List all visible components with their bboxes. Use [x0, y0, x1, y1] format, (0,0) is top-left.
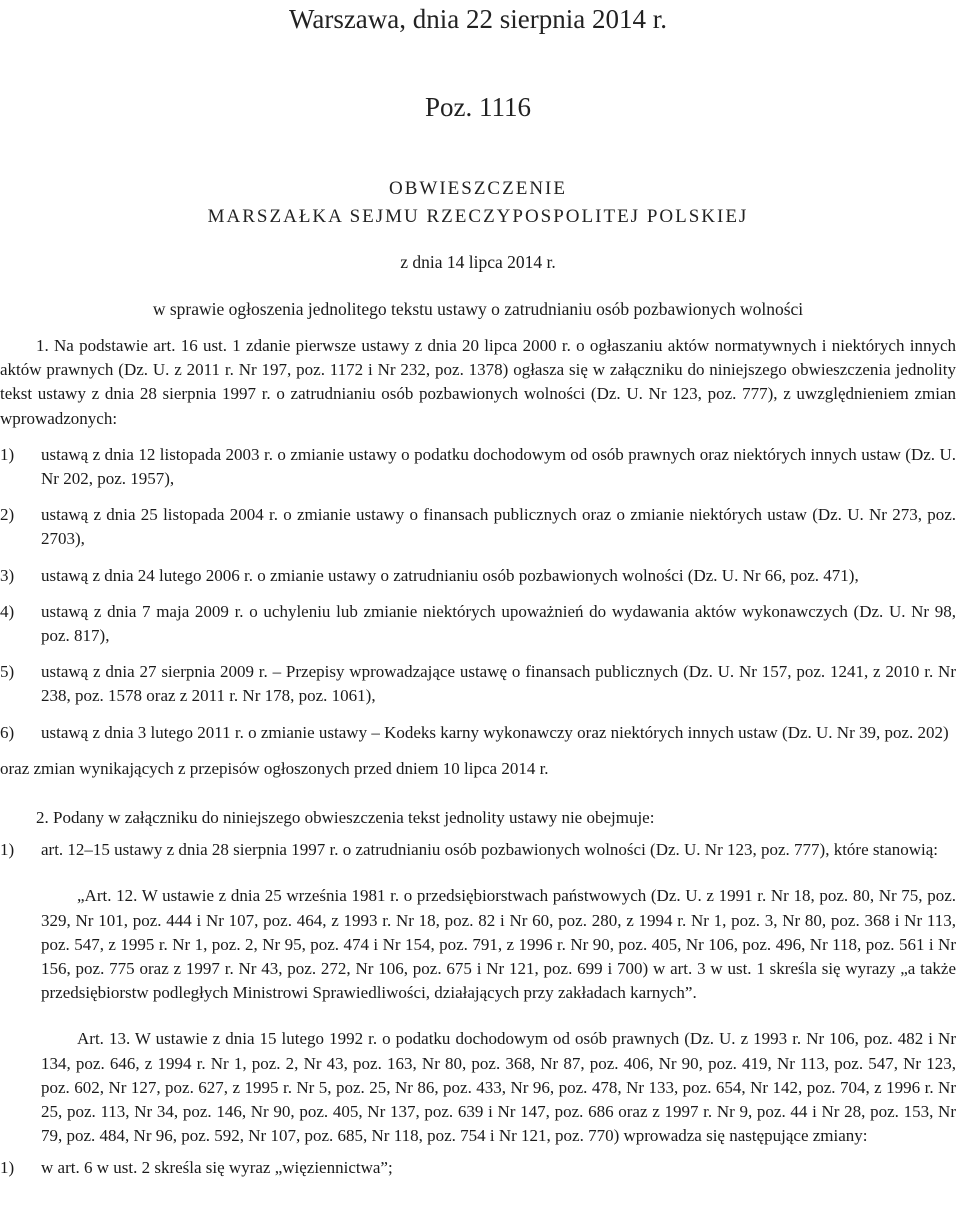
list-item-number: 1): [0, 1158, 15, 1178]
paragraph-2: 2. Podany w załączniku do niniejszego obwieszczenia tekst jednolity ustawy nie obejmuje:: [36, 808, 655, 828]
announcement-date: z dnia 14 lipca 2014 r.: [400, 252, 556, 272]
list-item: [0, 838, 956, 862]
list-item-text: ustawą z dnia 27 sierpnia 2009 r. – Przepisy wprowadzające ustawę o finansach publicznych (Dz. U. Nr 157, poz. 1241, z 2010 r. Nr 238, poz. 1578 oraz z 2011 r. Nr 178, poz. 1061),: [41, 662, 956, 706]
list-item-text: ustawą z dnia 3 lutego 2011 r. o zmianie ustawy – Kodeks karny wykonawczy oraz niektórych innych ustaw (Dz. U. Nr 39, poz. 202): [41, 722, 949, 742]
sub-items-list: [0, 1156, 956, 1180]
list-item-text: w art. 6 w ust. 2 skreśla się wyraz „więziennictwa”;: [41, 1158, 393, 1178]
document-title: [0, 175, 956, 231]
list-item: [0, 1156, 956, 1180]
announcement-subject: w sprawie ogłoszenia jednolitego tekstu ustawy o zatrudnianiu osób pozbawionych wolności: [152, 299, 804, 319]
exclusions-list: [0, 838, 956, 862]
list-item-number: 3): [0, 565, 15, 585]
list-item-number: 4): [0, 601, 15, 621]
list-item-text: art. 12–15 ustawy z dnia 28 sierpnia 1997 r. o zatrudnianiu osób pozbawionych wolności (Dz. U. Nr 123, poz. 777), które stanowią:: [41, 840, 939, 860]
list-item-number: 2): [0, 505, 15, 525]
quoted-article-12: „Art. 12. W ustawie z dnia 25 września 1981 r. o przedsiębiorstwach państwowych (Dz. U. z 1991 r. Nr 18, poz. 80, Nr 75, poz. 329, Nr 101, poz. 444 i Nr 107, poz. 464, z 1993 r. Nr 18, poz. 82 i Nr 60, poz. 280, z 1994 r. Nr 1, poz. 3, Nr 80, poz. 368 i Nr 113, poz. 547, z 1995 r. Nr 1, poz. 2, Nr 95, poz. 474 i Nr 154, poz. 791, z 1996 r. Nr 90, poz. 405, Nr 106, poz. 496, Nr 118, poz. 561 i Nr 156, poz. 775 oraz z 1997 r. Nr 43, poz. 272, Nr 106, poz. 675 i Nr 121, poz. 699 i 700) w art. 3 w ust. 1 skreśla się wyrazy „a także przedsiębiorstw podległych Ministrowi Sprawiedliwości, działających przy zakładach karnych”.: [41, 886, 956, 1003]
title-line-2: MARSZAŁKA SEJMU RZECZYPOSPOLITEJ POLSKIEJ: [207, 206, 749, 227]
list-item-text: ustawą z dnia 24 lutego 2006 r. o zmianie ustawy o zatrudnianiu osób pozbawionych wolności (Dz. U. Nr 66, poz. 471),: [41, 565, 859, 585]
trailing-text: oraz zmian wynikających z przepisów ogłoszonych przed dniem 10 lipca 2014 r.: [0, 758, 549, 778]
list-item: [0, 564, 956, 588]
list-item-number: 6): [0, 722, 15, 742]
list-item: [0, 503, 956, 551]
list-item-text: ustawą z dnia 25 listopada 2004 r. o zmianie ustawy o finansach publicznych oraz o zmianie niektórych ustaw (Dz. U. Nr 273, poz. 2703),: [41, 505, 956, 549]
list-item: [0, 443, 956, 491]
list-item: [0, 721, 956, 745]
paragraph-1: 1. Na podstawie art. 16 ust. 1 zdanie pierwsze ustawy z dnia 20 lipca 2000 r. o ogłaszaniu aktów normatywnych i niektórych innych aktów prawnych (Dz. U. z 2011 r. Nr 197, poz. 1172 i Nr 232, poz. 1378) ogłasza się w załączniku do niniejszego obwieszczenia jednolity tekst ustawy z dnia 28 sierpnia 1997 r. o zatrudnianiu osób pozbawionych wolności (Dz. U. Nr 123, poz. 777), z uwzględnieniem zmian wprowadzonych:: [0, 336, 956, 428]
list-item-text: ustawą z dnia 12 listopada 2003 r. o zmianie ustawy o podatku dochodowym od osób prawnych oraz niektórych innych ustaw (Dz. U. Nr 202, poz. 1957),: [41, 444, 956, 489]
title-line-1: OBWIESZCZENIE: [389, 178, 567, 199]
list-item-number: 5): [0, 662, 15, 682]
quoted-article-13: Art. 13. W ustawie z dnia 15 lutego 1992 r. o podatku dochodowym od osób prawnych (Dz. U. z 1993 r. Nr 106, poz. 482 i Nr 134, poz. 646, z 1994 r. Nr 1, poz. 2, Nr 43, poz. 163, Nr 80, poz. 368, Nr 87, poz. 406, Nr 90, poz. 419, Nr 113, poz. 547, Nr 123, poz. 602, Nr 127, poz. 627, z 1995 r. Nr 5, poz. 25, Nr 86, poz. 433, Nr 96, poz. 478, Nr 133, poz. 654, Nr 142, poz. 704, z 1996 r. Nr 25, poz. 113, Nr 34, poz. 146, Nr 90, poz. 405, Nr 137, poz. 639 i Nr 147, poz. 686 oraz z 1997 r. Nr 9, poz. 44 i Nr 28, poz. 153, Nr 79, poz. 484, Nr 96, poz. 592, Nr 107, poz. 685, Nr 118, poz. 754 i Nr 121, poz. 770) wprowadza się następujące zmiany:: [41, 1029, 956, 1146]
list-item: [0, 660, 956, 708]
document-date-line: Warszawa, dnia 22 sierpnia 2014 r.: [289, 4, 667, 34]
list-item-number: 1): [0, 840, 15, 860]
position-number: Poz. 1116: [425, 92, 531, 122]
list-item-number: 1): [0, 444, 15, 464]
list-item: [0, 600, 956, 648]
amendments-list: [0, 443, 956, 745]
list-item-text: ustawą z dnia 7 maja 2009 r. o uchyleniu lub zmianie niektórych upoważnień do wydawania aktów wykonawczych (Dz. U. Nr 98, poz. 817),: [41, 601, 956, 646]
